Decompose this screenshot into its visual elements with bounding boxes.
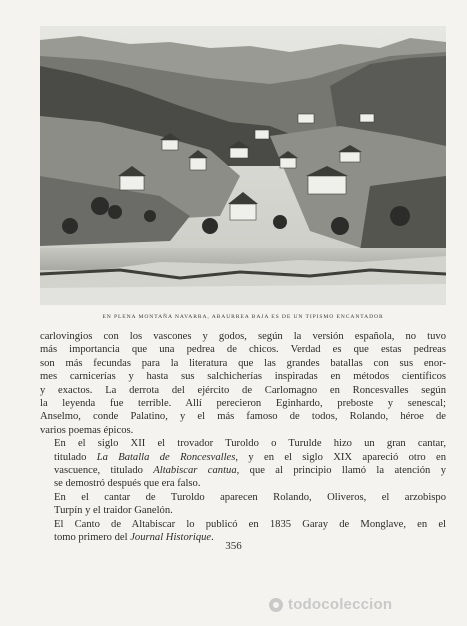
text-line: tomo primero del Journal Historique. — [54, 532, 214, 544]
text-line: se demostró después que era falso. — [54, 478, 201, 490]
paragraph-3 — [40, 491, 446, 518]
text-line: Turpín y el traidor Ganelón. — [54, 505, 173, 517]
paragraph-2 — [40, 437, 446, 491]
text-line: titulado La Batalla de Roncesvalles, y en el siglo XIX apareció otro en — [54, 451, 446, 463]
page-number: 356 — [225, 540, 242, 552]
text-line: la leyenda fue terrible. Allí perecieron Eginhardo, preboste y senescal; — [40, 398, 446, 410]
text-line: vascuence, titulado Altabiscar cantua, que al principio llamó la atención y — [54, 465, 446, 477]
watermark-logo-icon — [268, 597, 284, 613]
text-line: varios poemas épicos. — [40, 424, 134, 436]
watermark: todocoleccion — [288, 596, 393, 613]
paragraph-1 — [40, 330, 446, 437]
text-line: mes carnicerías y hasta sus salchicherías inspiradas en métodos científicos — [40, 371, 446, 383]
landscape-photo — [40, 26, 446, 305]
text-line: En el cantar de Turoldo aparecen Rolando, Oliveros, el arzobispo — [54, 491, 446, 503]
text-line: Anselmo, conde Palatino, y el más famoso de todos, Rolando, héroe de — [40, 411, 446, 423]
text-line: En el siglo XII el trovador Turoldo o Turulde hizo un gran cantar, — [54, 438, 446, 450]
text-line: El Canto de Altabiscar lo publicó en 1835 Garay de Monglave, en el — [54, 518, 446, 530]
photo-caption: EN PLENA MONTAÑA NAVARRA, ABAURREA BAJA ES DE UN TIPISMO ENCANTADOR — [102, 314, 384, 320]
text-line: son más fecundas para la literatura que las grandes batallas con sus enor- — [40, 357, 446, 369]
text-line: carlovingios con los vascones y godos, según la versión española, no tuvo — [40, 331, 446, 342]
text-line: y exactos. La derrota del ejército de Carlomagno en Roncesvalles según — [40, 384, 446, 396]
text-line: más importancia que una pedrea de chicos. Verdad es que estas pedreas — [40, 344, 446, 356]
body-text — [40, 330, 446, 545]
